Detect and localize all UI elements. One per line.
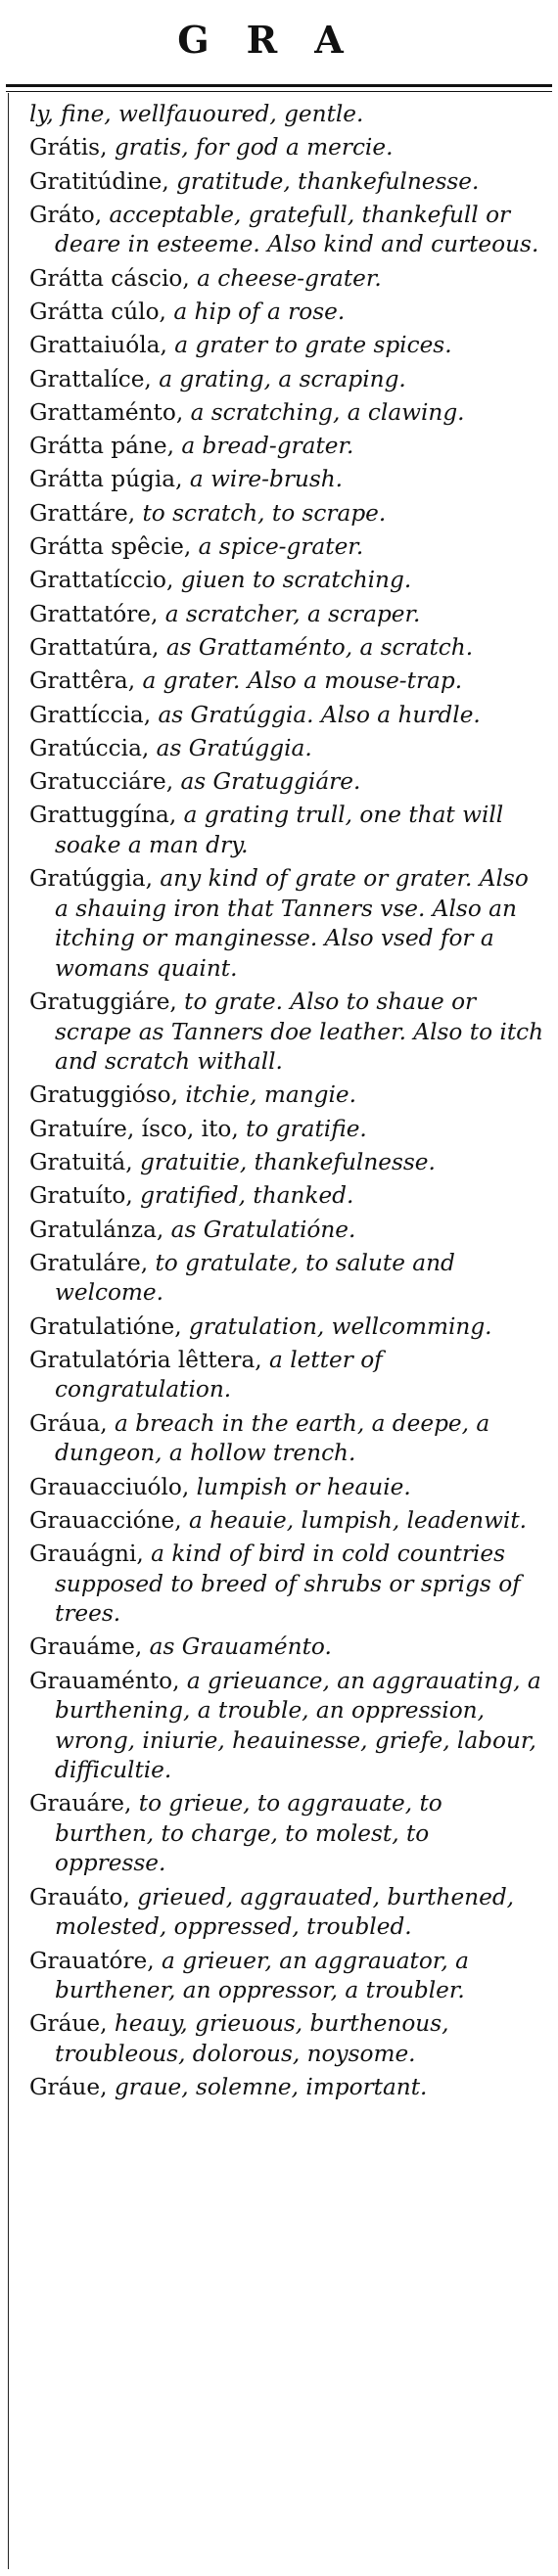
entry-definition: a scratching, a clawing. bbox=[190, 398, 465, 426]
entry-headword: Grattíccia, bbox=[29, 701, 152, 728]
dictionary-entry bbox=[29, 2009, 544, 2069]
dictionary-entry bbox=[29, 1883, 544, 1943]
entry-definition: gratis, for god a mercie. bbox=[114, 134, 394, 161]
dictionary-entry bbox=[29, 1506, 544, 1537]
entry-headword: Grauáto, bbox=[29, 1883, 130, 1910]
entry-definition: a spice-grater. bbox=[198, 533, 364, 561]
entry-definition: a hip of a rose. bbox=[173, 298, 346, 325]
dictionary-entry bbox=[29, 1667, 544, 1786]
dictionary-entry bbox=[29, 1409, 544, 1469]
entry-headword: Grauatóre, bbox=[29, 1947, 155, 1974]
entry-headword: Gráue, bbox=[29, 2010, 108, 2038]
entry-headword: Grattáre, bbox=[29, 499, 136, 527]
dictionary-entry bbox=[29, 133, 544, 163]
page-header: GRA bbox=[177, 18, 381, 62]
entry-headword: Gratuíto, bbox=[29, 1182, 133, 1210]
dictionary-entry bbox=[29, 365, 544, 395]
entry-definition: a grieuance, an aggrauating, a burthening, a trouble, an oppression, wrong, iniurie, heauinesse, griefe, labour, difficultie. bbox=[55, 1667, 541, 1784]
entry-headword: Grauacciuólo, bbox=[29, 1473, 190, 1500]
entry-headword: Grauaménto, bbox=[29, 1667, 180, 1694]
entry-definition: graue, solemne, important. bbox=[114, 2074, 428, 2101]
entry-headword: Grattatóre, bbox=[29, 600, 159, 627]
dictionary-entry bbox=[29, 864, 544, 984]
entry-headword: Gratuíre, ísco, ito, bbox=[29, 1115, 239, 1142]
dictionary-entry bbox=[29, 801, 544, 860]
entry-definition: a heauie, lumpish, leadenwit. bbox=[188, 1506, 528, 1534]
entry-headword: Grauágni, bbox=[29, 1541, 144, 1568]
entry-definition: a wire-brush. bbox=[189, 466, 344, 493]
dictionary-entry bbox=[29, 465, 544, 495]
entry-headword: Gratulatióne, bbox=[29, 1312, 182, 1340]
dictionary-entry bbox=[29, 1346, 544, 1405]
entry-definition: as Grauaménto. bbox=[149, 1633, 332, 1661]
entry-definition: a grater. Also a mouse-trap. bbox=[142, 667, 463, 695]
dictionary-entry bbox=[29, 1947, 544, 2006]
dictionary-entry bbox=[29, 600, 544, 630]
dictionary-entry bbox=[29, 532, 544, 563]
dictionary-entry bbox=[29, 201, 544, 260]
entry-definition: a grieuer, an aggrauator, a burthener, an oppressor, a troubler. bbox=[55, 1947, 469, 2004]
entry-headword: Grattêra, bbox=[29, 667, 136, 695]
entry-headword: Grattaménto, bbox=[29, 398, 184, 426]
dictionary-entry bbox=[29, 1249, 544, 1309]
entry-headword: Gratucciáre, bbox=[29, 768, 174, 796]
entry-definition: itchie, mangie. bbox=[185, 1081, 356, 1109]
dictionary-entry bbox=[29, 100, 544, 130]
entry-headword: Gratulatória lêttera, bbox=[29, 1346, 262, 1373]
entry-definition: a letter of congratulation. bbox=[55, 1346, 383, 1403]
dictionary-entry bbox=[29, 1115, 544, 1145]
dictionary-entry bbox=[29, 1473, 544, 1503]
entry-definition: as Grattaménto, a scratch. bbox=[165, 633, 474, 661]
dictionary-entry bbox=[29, 1148, 544, 1178]
entry-definition: to scratch, to scrape. bbox=[142, 499, 387, 527]
entry-headword: Gráua, bbox=[29, 1409, 108, 1437]
dictionary-entry bbox=[29, 1540, 544, 1630]
dictionary-entry bbox=[29, 767, 544, 798]
entry-headword: Grauáre, bbox=[29, 1790, 132, 1817]
dictionary-entry bbox=[29, 566, 544, 596]
entry-definition: acceptable, gratefull, thankefull or deare in esteeme. Also kind and curteous. bbox=[55, 201, 539, 258]
entry-headword: Grátta cúlo, bbox=[29, 298, 166, 325]
entry-headword: Gratuggióso, bbox=[29, 1081, 178, 1109]
entry-definition: a grating trull, one that will soake a man dry. bbox=[55, 802, 504, 858]
entry-headword: Grátta spêcie, bbox=[29, 533, 192, 561]
entry-definition: any kind of grate or grater. Also a shauing iron that Tanners vse. Also an itching or manginesse. Also vsed for a womans quaint. bbox=[55, 865, 529, 982]
header-rule bbox=[6, 84, 552, 87]
dictionary-entry bbox=[29, 2073, 544, 2103]
entry-definition: gratulation, wellcomming. bbox=[189, 1312, 492, 1340]
column-rule bbox=[8, 93, 9, 2569]
dictionary-entry bbox=[29, 398, 544, 429]
entry-definition: gratitude, thankefulnesse. bbox=[176, 167, 480, 195]
entry-definition: giuen to scratching. bbox=[180, 567, 412, 594]
entry-definition: a kind of bird in cold countries supposed to breed of shrubs or sprigs of trees. bbox=[55, 1541, 521, 1628]
entry-definition: lumpish or heauie. bbox=[196, 1473, 411, 1500]
dictionary-entry bbox=[29, 988, 544, 1078]
entry-definition: as Gratúggia. bbox=[156, 734, 312, 761]
entry-headword: Grattalíce, bbox=[29, 365, 152, 392]
entry-headword: Grauáme, bbox=[29, 1633, 143, 1661]
entry-headword: Gratitúdine, bbox=[29, 167, 169, 195]
entry-definition: gratified, thanked. bbox=[140, 1182, 354, 1210]
entry-definition: a breach in the earth, a deepe, a dungeon, a hollow trench. bbox=[55, 1409, 490, 1467]
entry-definition: as Gratuggiáre. bbox=[180, 768, 361, 796]
dictionary-entry bbox=[29, 1181, 544, 1212]
header-rule-thin bbox=[6, 91, 552, 92]
entry-headword: Grattatíccio, bbox=[29, 567, 174, 594]
entry-headword: Grattaiuóla, bbox=[29, 332, 167, 359]
entry-headword: Grátta páne, bbox=[29, 433, 174, 460]
dictionary-entry bbox=[29, 264, 544, 295]
entry-definition: ly, fine, wellfauoured, gentle. bbox=[29, 101, 364, 127]
entry-headword: Grátis, bbox=[29, 134, 108, 161]
entry-definition: gratuitie, thankefulnesse. bbox=[140, 1148, 436, 1175]
entry-headword: Gratúccia, bbox=[29, 734, 150, 761]
entry-definition: heauy, grieuous, burthenous, troubleous, dolorous, noysome. bbox=[55, 2010, 449, 2067]
entry-definition: to gratulate, to salute and welcome. bbox=[55, 1249, 455, 1307]
entry-definition: as Gratúggia. Also a hurdle. bbox=[158, 701, 481, 728]
dictionary-entry bbox=[29, 432, 544, 462]
dictionary-entry bbox=[29, 633, 544, 664]
entry-headword: Gratuitá, bbox=[29, 1148, 133, 1175]
dictionary-entry bbox=[29, 499, 544, 529]
entry-definition: a grating, a scraping. bbox=[159, 365, 406, 392]
entry-list bbox=[29, 100, 544, 2106]
entry-headword: Grátta púgia, bbox=[29, 466, 183, 493]
dictionary-entry bbox=[29, 1789, 544, 1879]
entry-headword: Grattuggína, bbox=[29, 802, 177, 829]
entry-definition: grieued, aggrauated, burthened, molested, oppressed, troubled. bbox=[55, 1883, 515, 1941]
entry-headword: Gratulánza, bbox=[29, 1216, 164, 1243]
dictionary-entry bbox=[29, 734, 544, 764]
entry-headword: Gráue, bbox=[29, 2074, 108, 2101]
entry-headword: Gráto, bbox=[29, 201, 103, 228]
dictionary-entry bbox=[29, 701, 544, 731]
entry-definition: as Gratulatióne. bbox=[170, 1216, 356, 1243]
dictionary-entry bbox=[29, 1081, 544, 1111]
entry-definition: a bread-grater. bbox=[181, 433, 354, 460]
dictionary-entry bbox=[29, 1216, 544, 1246]
entry-definition: a grater to grate spices. bbox=[174, 332, 452, 359]
entry-definition: to grieue, to aggrauate, to burthen, to charge, to molest, to oppresse. bbox=[55, 1790, 442, 1877]
entry-headword: Gratuggiáre, bbox=[29, 989, 177, 1016]
dictionary-entry bbox=[29, 298, 544, 328]
entry-definition: to gratifie. bbox=[246, 1115, 367, 1142]
dictionary-entry bbox=[29, 167, 544, 198]
dictionary-entry bbox=[29, 1633, 544, 1663]
dictionary-entry bbox=[29, 1312, 544, 1343]
dictionary-entry bbox=[29, 667, 544, 697]
entry-headword: Gratúggia, bbox=[29, 865, 153, 893]
entry-definition: a scratcher, a scraper. bbox=[164, 600, 421, 627]
dictionary-entry bbox=[29, 331, 544, 361]
entry-definition: to grate. Also to shaue or scrape as Tanners doe leather. Also to itch and scratch withall. bbox=[55, 989, 544, 1076]
entry-headword: Gratuláre, bbox=[29, 1249, 149, 1276]
entry-headword: Grauaccióne, bbox=[29, 1506, 182, 1534]
entry-headword: Grattatúra, bbox=[29, 633, 160, 661]
entry-definition: a cheese-grater. bbox=[197, 264, 382, 292]
entry-headword: Grátta cáscio, bbox=[29, 264, 190, 292]
